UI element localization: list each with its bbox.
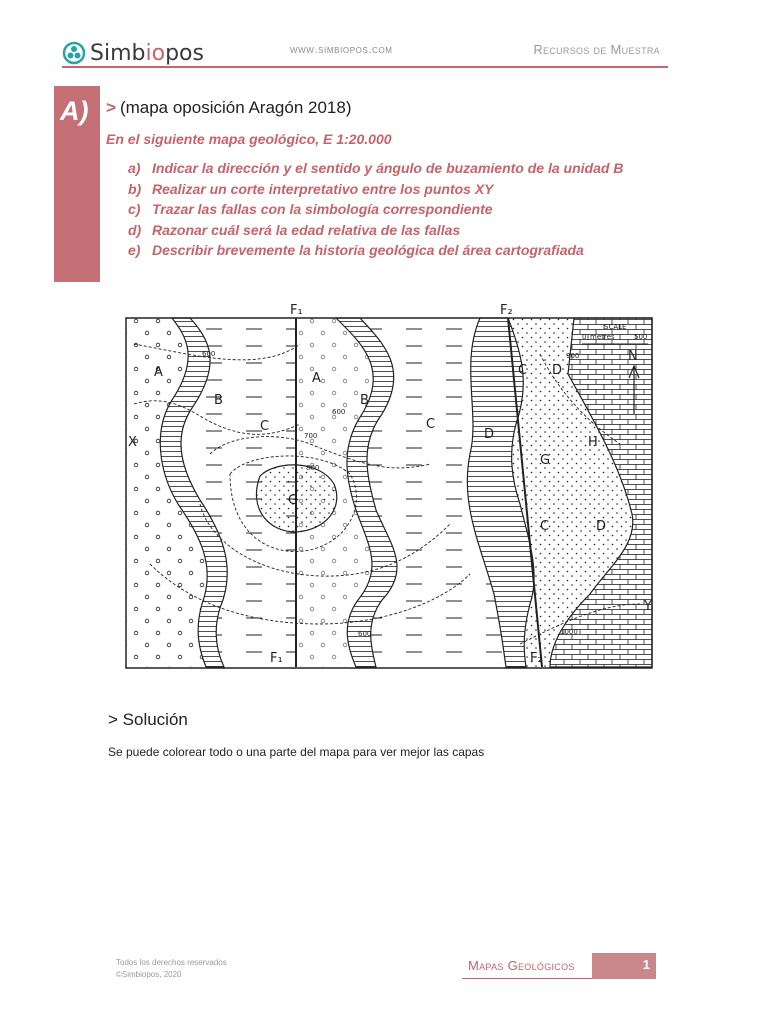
question-list (128, 158, 623, 261)
header-section-title: Recursos de Muestra (533, 42, 660, 57)
simbiopos-logo-icon (62, 41, 86, 65)
svg-text:SCALE: SCALE (604, 323, 627, 331)
page-number: 1 (642, 957, 650, 972)
logo (62, 38, 204, 68)
unit-label: A (154, 365, 163, 380)
svg-text:metres: metres (590, 333, 615, 341)
unit-label: C (540, 519, 550, 534)
fault-f1-label-bottom: F₁ (270, 651, 283, 666)
logo-text: Simbiopos (90, 40, 204, 66)
footer-divider (462, 978, 592, 979)
svg-text:0: 0 (582, 333, 587, 341)
question-label-box (54, 86, 100, 282)
heading-arrow: > (106, 98, 116, 117)
unit-label: D (484, 427, 495, 442)
question-heading (106, 98, 351, 118)
fault-f2-label-top: F₂ (500, 304, 513, 318)
list-item: c) Trazar las fallas con la simbología correspondiente (128, 201, 493, 217)
solution-heading: > Solución (108, 710, 188, 729)
svg-text:N: N (628, 349, 638, 364)
contour-label: 600 (202, 350, 216, 358)
unit-label: C (260, 419, 270, 434)
contour-label: 1000 (560, 628, 578, 636)
fault-f2-label-bottom: F₂ (530, 651, 543, 666)
page-number-box (592, 953, 656, 979)
geological-map (120, 304, 660, 674)
solution-text: Se puede colorear todo o una parte del mapa para ver mejor las capas (108, 745, 485, 759)
heading-text: (mapa oposición Aragón 2018) (119, 98, 352, 117)
footer-rights (116, 957, 227, 981)
unit-label: B (360, 393, 369, 408)
contour-label: 700 (304, 432, 318, 440)
header-divider (62, 66, 668, 68)
fault-f1-label-top: F₁ (290, 304, 303, 318)
point-x-label: X (128, 435, 137, 450)
unit-label: D (552, 363, 563, 378)
unit-label: H (588, 435, 598, 450)
question-label: A) (60, 96, 89, 126)
contour-label: 900 (566, 352, 580, 360)
list-item: b) Realizar un corte interpretativo entre los puntos XY (128, 180, 494, 197)
question-subtitle: En el siguiente mapa geológico, E 1:20.000 (106, 131, 392, 147)
list-item: a) Indicar la dirección y el sentido y ángulo de buzamiento de la unidad B (128, 160, 624, 176)
footer-title: Mapas Geológicos (468, 958, 575, 973)
contour-label: 600 (358, 630, 372, 638)
contour-label: 600 (332, 408, 346, 416)
point-y-label: Y (644, 599, 652, 614)
site-url: www.simbiopos.com (290, 44, 393, 56)
unit-label: G (288, 493, 299, 508)
unit-label: G (540, 453, 551, 468)
footer-rights-text: Todos los derechos reservados (116, 958, 227, 967)
unit-label: C (518, 363, 528, 378)
footer-copyright: ©Simbiopos, 2020 (116, 970, 182, 979)
list-item: d) Razonar cuál será la edad relativa de las fallas (128, 221, 461, 238)
unit-label: C (426, 417, 436, 432)
svg-text:500: 500 (634, 333, 648, 341)
contour-label: 800 (306, 464, 320, 472)
unit-label: D (596, 519, 607, 534)
page-header (62, 38, 668, 68)
list-item: e) Describir brevemente la historia geológica del área cartografiada (128, 242, 584, 258)
unit-label: B (214, 393, 223, 408)
unit-label: A (312, 371, 321, 386)
